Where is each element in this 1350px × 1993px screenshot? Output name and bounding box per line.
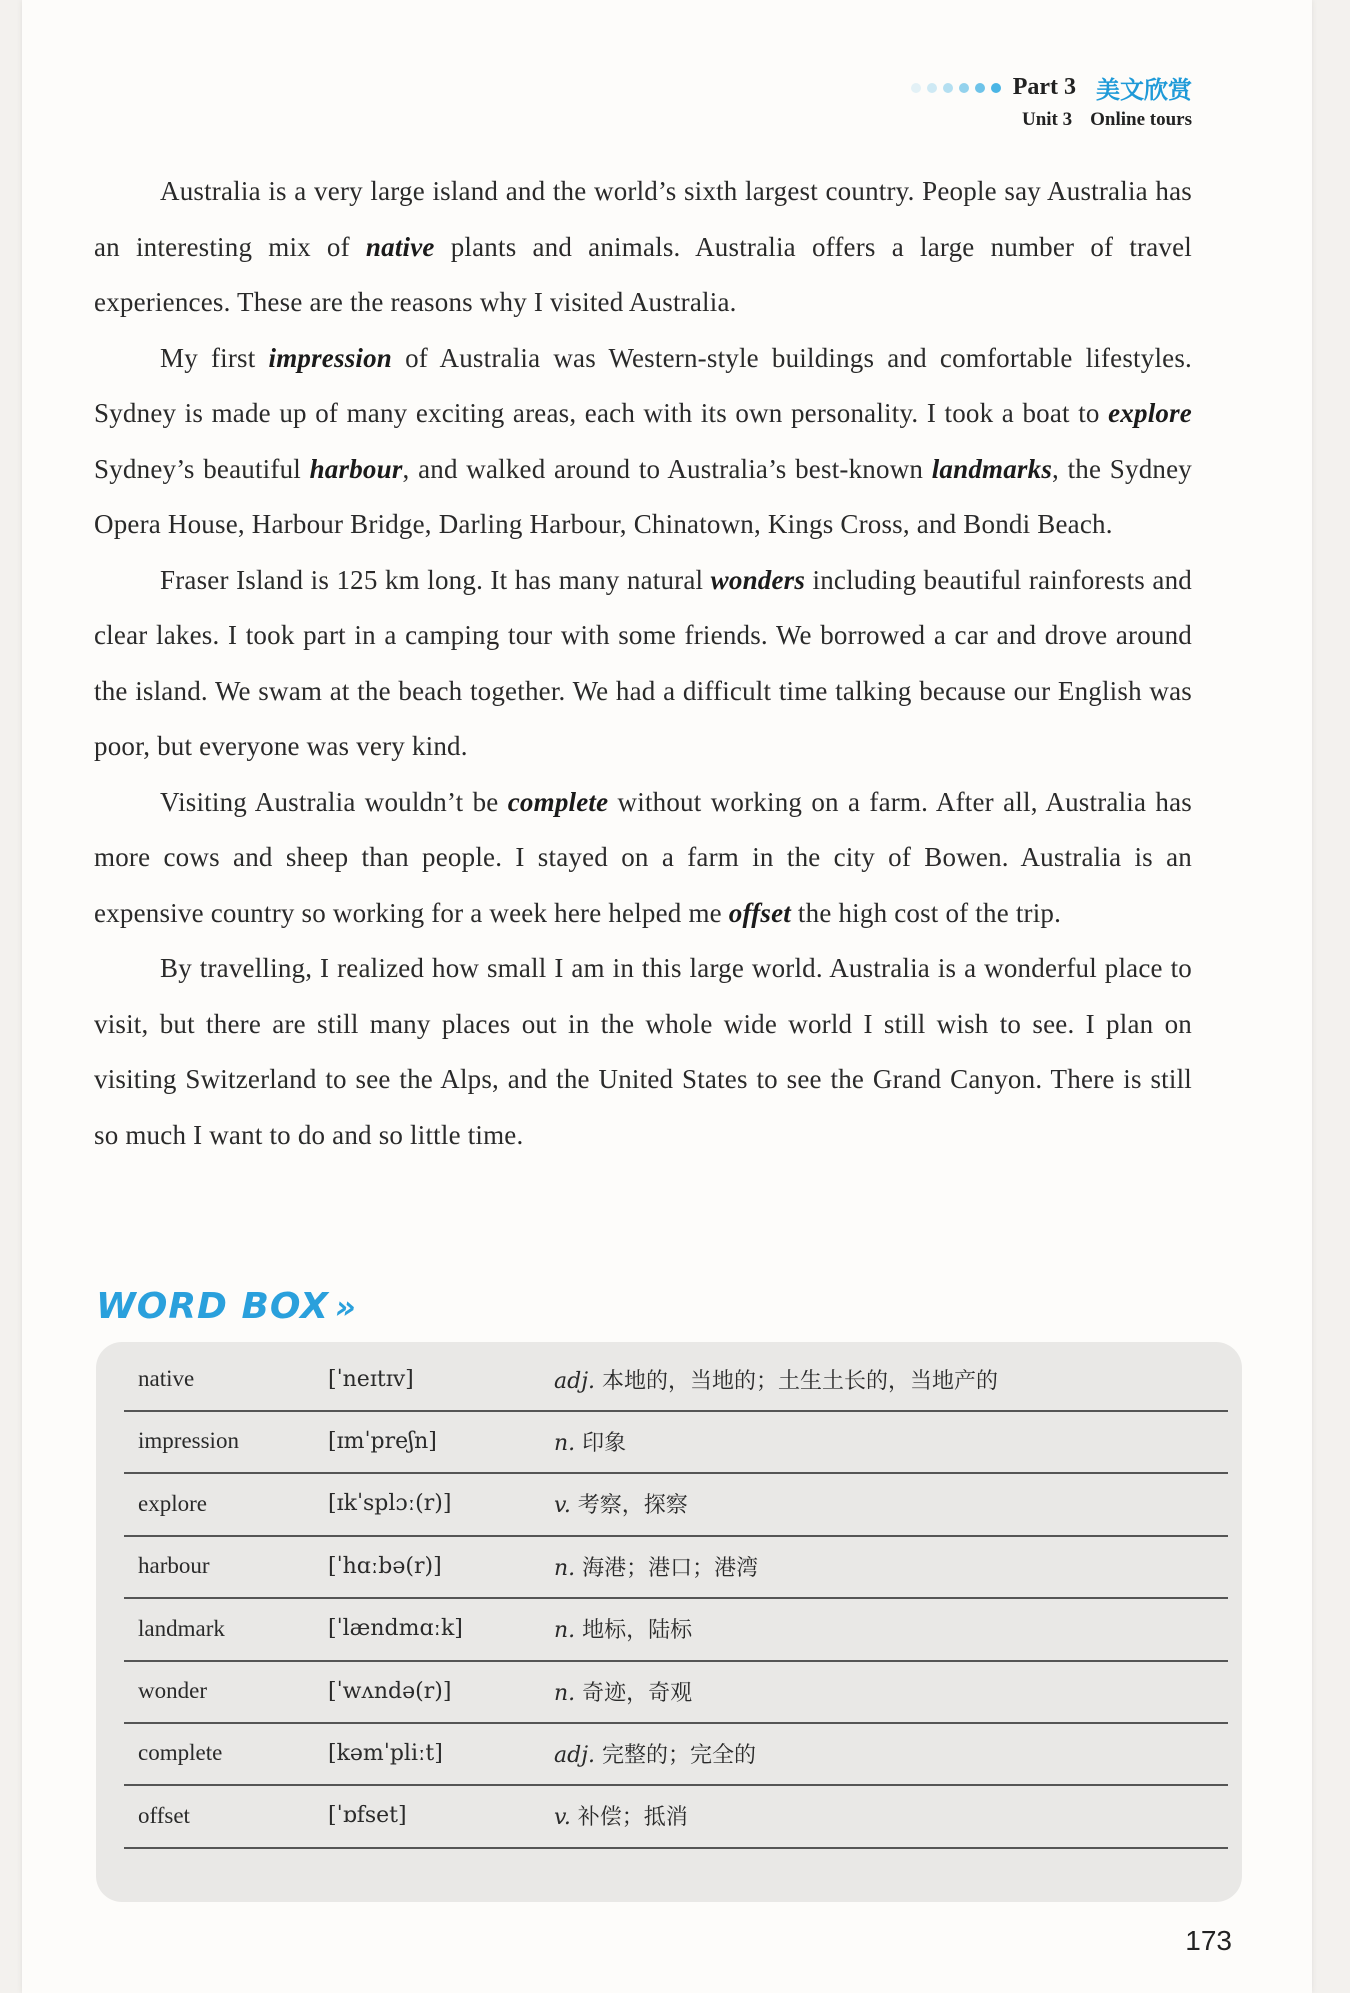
- keyword: wonders: [710, 564, 806, 595]
- wordbox-meaning: 印象: [575, 1430, 627, 1456]
- wordbox-pronunciation: [ˈɒfset]: [328, 1803, 407, 1829]
- wordbox-part-of-speech: n.: [554, 1680, 576, 1706]
- wordbox-pronunciation: [ɪkˈsplɔː(r)]: [328, 1491, 452, 1517]
- wordbox-pronunciation: [ˈneɪtɪv]: [328, 1366, 414, 1392]
- wordbox-pronunciation: [ˈwʌndə(r)]: [328, 1678, 452, 1704]
- wordbox-title: [96, 1286, 357, 1327]
- wordbox-definition: [554, 1738, 756, 1769]
- wordbox-word: landmark: [138, 1615, 225, 1641]
- keyword: landmarks: [931, 453, 1053, 484]
- wordbox-meaning: 海港；港口；港湾: [575, 1555, 759, 1581]
- keyword: complete: [507, 786, 609, 817]
- paragraph: [94, 331, 1192, 553]
- paragraph-text: Fraser Island is 125 km long. It has many natural: [160, 564, 711, 595]
- paragraph-text: Sydney’s beautiful: [94, 453, 310, 484]
- wordbox-meaning: 本地的，当地的；土生土长的，当地产的: [595, 1368, 999, 1394]
- wordbox-meaning: 补偿；抵消: [570, 1805, 688, 1831]
- paragraph-text: , and walked around to Australia’s best-known: [402, 453, 932, 484]
- wordbox-pronunciation: [ˈlændmɑːk]: [328, 1616, 463, 1642]
- wordbox-meaning: 考察，探察: [570, 1493, 688, 1519]
- keyword: explore: [1108, 398, 1192, 428]
- wordbox-word: native: [138, 1366, 195, 1391]
- running-header: [911, 70, 1192, 131]
- part-title-cn: 美文欣赏: [1096, 76, 1192, 104]
- wordbox-row: [124, 1473, 1228, 1537]
- unit-title: Online tours: [1090, 109, 1192, 130]
- wordbox-row: [124, 1785, 1228, 1849]
- wordbox-definition: [554, 1676, 692, 1707]
- wordbox-row: [124, 1722, 1228, 1786]
- chevron-right-icon: »: [334, 1288, 357, 1326]
- paragraph: [94, 941, 1192, 1163]
- decorative-dots-icon: [911, 83, 1001, 93]
- wordbox-meaning: 地标，陆标: [575, 1618, 693, 1644]
- page: [22, 0, 1312, 1993]
- wordbox-row: [124, 1598, 1228, 1662]
- wordbox-part-of-speech: n.: [554, 1618, 576, 1644]
- keyword: harbour: [309, 453, 403, 484]
- wordbox-meaning: 完整的；完全的: [595, 1742, 757, 1768]
- wordbox-word: wonder: [138, 1678, 207, 1703]
- unit-label: Unit 3: [1021, 109, 1073, 130]
- paragraph-text: of Australia was Western-style buildings and comfortable lifestyles. Sydney is made up of many exciting areas, each with its own personality. I took a boat to: [94, 342, 1192, 428]
- wordbox-pronunciation: [ˈhɑːbə(r)]: [328, 1553, 442, 1579]
- wordbox-definition: [554, 1613, 692, 1644]
- wordbox-row: [124, 1348, 1228, 1412]
- keyword: offset: [728, 897, 791, 928]
- wordbox-definition: [554, 1488, 688, 1519]
- wordbox-pronunciation: [kəmˈpliːt]: [328, 1740, 443, 1766]
- wordbox-part-of-speech: adj.: [554, 1368, 596, 1394]
- paragraph: [94, 164, 1192, 331]
- wordbox-word: harbour: [138, 1553, 210, 1579]
- paragraph-text: without working on a farm. After all, Australia has more cows and sheep than people. I stayed on a farm in the city of Bowen. Australia is an expensive country so working for a week here helped me: [94, 786, 1193, 928]
- word-box: [96, 1342, 1242, 1902]
- wordbox-definition: [554, 1364, 998, 1395]
- part-label: Part 3: [1012, 74, 1076, 100]
- wordbox-row: [124, 1535, 1228, 1599]
- paragraph-text: the high cost of the trip.: [790, 897, 1062, 928]
- paragraph-text: Australia is a very large island and the world’s sixth largest country. People say Australia has an interesting mix of: [94, 176, 1192, 262]
- wordbox-part-of-speech: n.: [554, 1555, 576, 1581]
- wordbox-meaning: 奇迹，奇观: [575, 1680, 693, 1706]
- wordbox-word: explore: [138, 1490, 207, 1516]
- page-number: 173: [1185, 1925, 1232, 1956]
- wordbox-word: offset: [138, 1802, 190, 1828]
- wordbox-part-of-speech: adj.: [554, 1742, 596, 1768]
- wordbox-definition: [554, 1551, 758, 1582]
- wordbox-word: complete: [138, 1740, 223, 1766]
- wordbox-part-of-speech: v.: [554, 1493, 571, 1519]
- keyword: impression: [268, 342, 393, 373]
- wordbox-part-of-speech: v.: [554, 1805, 571, 1831]
- paragraph-text: plants and animals. Australia offers a large number of travel experiences. These are the reasons why I visited Australia.: [94, 231, 1192, 317]
- paragraph: [94, 775, 1192, 942]
- paragraph-text: Visiting Australia wouldn’t be: [160, 786, 508, 817]
- wordbox-part-of-speech: n.: [554, 1430, 576, 1456]
- keyword: native: [365, 231, 435, 262]
- wordbox-row: [124, 1660, 1228, 1724]
- wordbox-definition: [554, 1426, 626, 1457]
- wordbox-title-text: WORD BOX: [96, 1286, 329, 1327]
- paragraph: [94, 553, 1192, 775]
- paragraph-text: including beautiful rainforests and clear lakes. I took part in a camping tour with some friends. We borrowed a car and drove around the island. We swam at the beach together. We had a difficult time talking because our English was poor, but everyone was very kind.: [94, 564, 1192, 761]
- paragraph-text: My first: [160, 342, 269, 373]
- wordbox-word: impression: [138, 1428, 239, 1454]
- paragraph-text: , the Sydney Opera House, Harbour Bridge, Darling Harbour, Chinatown, Kings Cross, and Bondi Beach.: [94, 453, 1192, 539]
- wordbox-definition: [554, 1800, 688, 1831]
- wordbox-row: [124, 1410, 1228, 1474]
- wordbox-pronunciation: [ɪmˈpreʃn]: [328, 1428, 437, 1454]
- paragraph-text: By travelling, I realized how small I am in this large world. Australia is a wonderful place to visit, but there are still many places out in the whole wide world I still wish to see. I plan on visiting Switzerland to see the Alps, and the United States to see the Grand Canyon. There is still so much I want to do and so little time.: [94, 953, 1192, 1150]
- article-body: [94, 164, 1192, 1163]
